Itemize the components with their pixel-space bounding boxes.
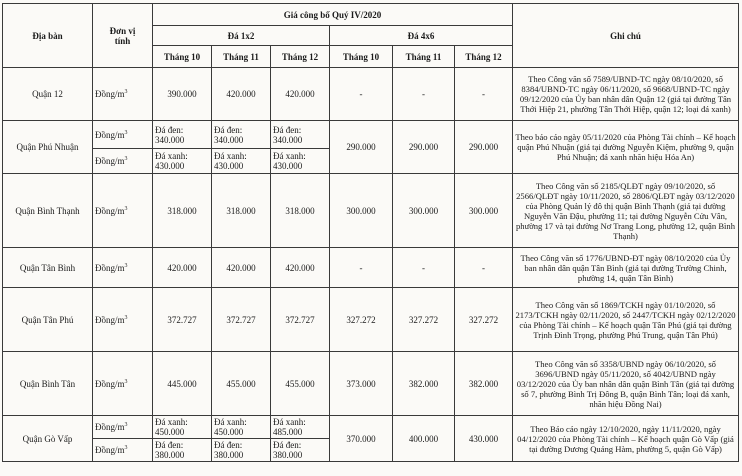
note-cell: Theo Công văn số 1869/TCKH ngày 01/10/2020, số 2173/TCKH ngày 02/11/2020, số 2447/TCKH ngày 02/12/2020 của Phòng Tài chính – Kế hoạch quận Tân Phú (giá tại đường Trịnh Đình Trọng, phường Phú Trung, quận Tân Phú) [513,288,739,352]
table-row [3,174,739,248]
price-cell: 455.000 [271,352,330,416]
header-month: Tháng 12 [455,46,513,68]
unit-cell: Đồng/$m^3$ [93,149,153,174]
header-note: Ghi chú [513,4,739,68]
unit-cell: Đồng/$m^3$ [93,121,153,149]
price-cell: Đá xanh: 430.000 [153,149,212,174]
price-cell: 420.000 [153,248,212,288]
price-cell: Đá đen: 340.000 [271,121,330,149]
price-cell: 300.000 [393,174,455,248]
price-cell: 373.000 [330,352,393,416]
price-cell: Đá đen: 380.000 [153,439,212,462]
header-price-group: Giá công bố Quý IV/2020 [153,4,513,26]
price-cell: 300.000 [330,174,393,248]
price-cell: Đá xanh: 450.000 [212,416,271,439]
price-cell: 400.000 [393,416,455,462]
price-cell: 430.000 [455,416,513,462]
price-cell: 420.000 [271,248,330,288]
unit-cell: Đồng/$m^3$ [93,352,153,416]
area-cell: Quận Tân Phú [3,288,93,352]
price-cell: 290.000 [455,121,513,174]
price-cell: 372.727 [212,288,271,352]
header-unit: Đơn vị tính [93,4,153,68]
price-cell: 290.000 [393,121,455,174]
price-cell: Đá đen: 340.000 [212,121,271,149]
note-cell: Theo Báo cáo ngày 12/10/2020, ngày 11/11/2020, ngày 04/12/2020 của Phòng Tài chính – Kế hoạch quận Gò Vấp (giá tại đường Dương Quảng Hàm, phường 5, quận Gò Vấp) [513,416,739,462]
unit-cell: Đồng/$m^3$ [93,68,153,121]
price-table [2,3,739,462]
table-row [3,248,739,288]
price-cell: 318.000 [212,174,271,248]
price-cell: 445.000 [153,352,212,416]
header-stone-4x6: Đá 4x6 [330,26,513,46]
price-cell: 420.000 [212,68,271,121]
note-cell: Theo Công văn số 3358/UBND ngày 06/10/2020, số 3696/UBND ngày 05/11/2020, số 4042/UBND ngày 03/12/2020 của Ủy ban nhân dân quận Bình Tân (giá tại đường số 7, phường Bình Trị Đông B, quận Bình Tân; loại đá xanh, nhãn hiệu Đồng Nai) [513,352,739,416]
price-cell: 420.000 [271,68,330,121]
price-cell: 290.000 [330,121,393,174]
price-cell: 370.000 [330,416,393,462]
header-stone-1x2: Đá 1x2 [153,26,330,46]
price-cell: - [330,248,393,288]
area-cell: Quận Gò Vấp [3,416,93,462]
table-row [3,416,739,439]
header-month: Tháng 11 [212,46,271,68]
price-cell: 372.727 [271,288,330,352]
price-cell: Đá xanh: 485.000 [271,416,330,439]
header-month: Tháng 10 [153,46,212,68]
header-area: Địa bàn [3,4,93,68]
price-cell: 372.727 [153,288,212,352]
unit-cell: Đồng/$m^3$ [93,439,153,462]
price-cell: 327.272 [393,288,455,352]
table-row [3,121,739,149]
price-cell: - [393,68,455,121]
header-month: Tháng 10 [330,46,393,68]
area-cell: Quận Bình Thạnh [3,174,93,248]
price-cell: Đá đen: 380.000 [212,439,271,462]
price-cell: - [330,68,393,121]
price-cell: Đá xanh: 430.000 [271,149,330,174]
price-cell: Đá đen: 340.000 [153,121,212,149]
unit-cell: Đồng/$m^3$ [93,248,153,288]
unit-cell: Đồng/$m^3$ [93,288,153,352]
price-cell: 455.000 [212,352,271,416]
note-cell: Theo báo cáo ngày 05/11/2020 của Phòng Tài chính – Kế hoạch quận Phú Nhuận (giá tại đường Nguyễn Kiệm, phường 9, quận Phú Nhuận; đá xanh nhãn hiệu Hóa An) [513,121,739,174]
price-cell: 327.272 [330,288,393,352]
area-cell: Quận 12 [3,68,93,121]
note-cell: Theo Công văn số 7589/UBND-TC ngày 08/10/2020, số 8384/UBND-TC ngày 06/11/2020, số 9668/UBND-TC ngày 09/12/2020 của Ủy ban nhân dân Quận 12 (giá tại đường Tân Thới Hiệp 21, phường Tân Thới Hiệp, quận 12; loại đá xanh) [513,68,739,121]
area-cell: Quận Phú Nhuận [3,121,93,174]
price-cell: 327.272 [455,288,513,352]
price-cell: Đá đen: 380.000 [271,439,330,462]
header-month: Tháng 12 [271,46,330,68]
note-cell: Theo Công văn số 1776/UBND-ĐT ngày 08/10/2020 của Ủy ban nhân dân quận Tân Bình (giá tại đường Trường Chinh, phường 14, quận Tân Bình) [513,248,739,288]
price-cell: - [393,248,455,288]
table-row [3,68,739,121]
price-cell: 382.000 [393,352,455,416]
table-row [3,352,739,416]
unit-cell: Đồng/$m^3$ [93,174,153,248]
price-cell: Đá xanh: 450.000 [153,416,212,439]
price-cell: Đá xanh: 430.000 [212,149,271,174]
unit-cell: Đồng/$m^3$ [93,416,153,439]
price-cell: 318.000 [153,174,212,248]
price-cell: 390.000 [153,68,212,121]
price-cell: - [455,248,513,288]
price-cell: 382.000 [455,352,513,416]
table-row [3,288,739,352]
area-cell: Quận Tân Bình [3,248,93,288]
note-cell: Theo Công văn số 2185/QLĐT ngày 09/10/2020, số 2566/QLĐT ngày 10/11/2020, số 2806/QLĐT ngày 03/12/2020 của Phòng Quản lý đô thị quận Bình Thạnh (giá tại đường Nguyễn Văn Đậu, phường 11; tại đường Nguyễn Cửu Vân, phường 17 và tại đường Nơ Trang Long, phường 12, quận Bình Thạnh) [513,174,739,248]
price-cell: - [455,68,513,121]
area-cell: Quận Bình Tân [3,352,93,416]
price-cell: 420.000 [212,248,271,288]
header-month: Tháng 11 [393,46,455,68]
price-cell: 300.000 [455,174,513,248]
price-cell: 318.000 [271,174,330,248]
